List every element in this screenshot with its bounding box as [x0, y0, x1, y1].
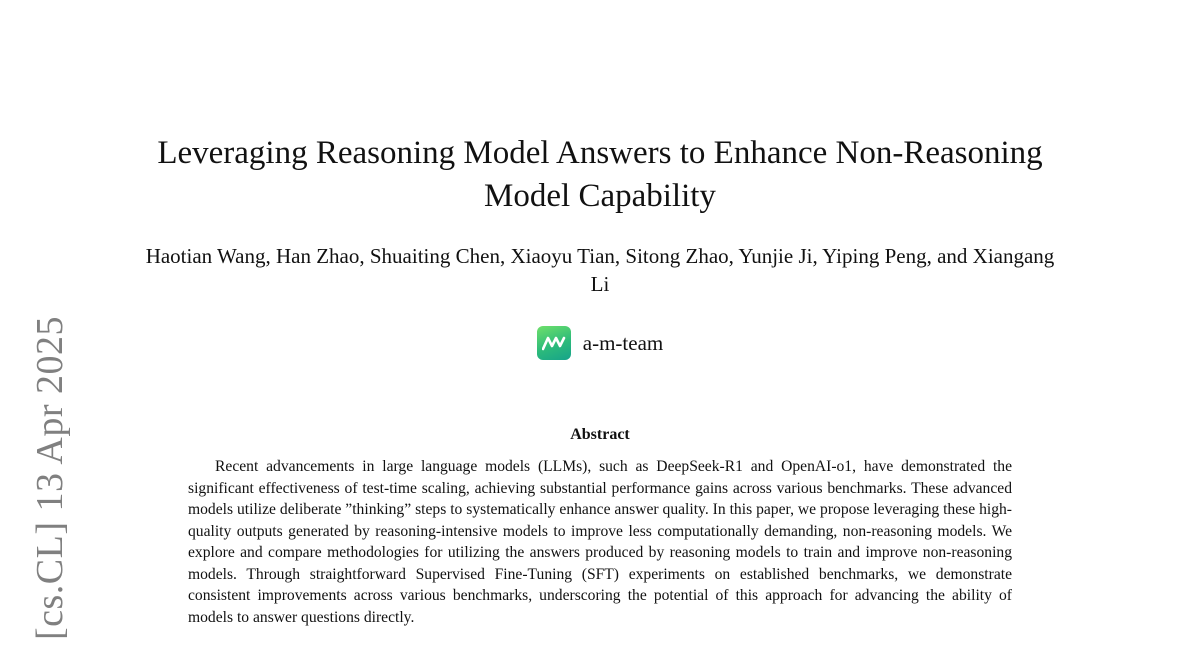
- abstract-heading: Abstract: [570, 426, 630, 443]
- paper-title: Leveraging Reasoning Model Answers to Enhance Non-Reasoning Model Capability: [157, 135, 1043, 214]
- affiliation-name: a-m-team: [582, 330, 664, 355]
- arxiv-identifier-stamp: [cs.CL] 13 Apr 2025: [29, 315, 71, 641]
- author-list: Haotian Wang, Han Zhao, Shuaiting Chen, Xiaoyu Tian, Sitong Zhao, Yunjie Ji, Yiping Peng, and Xiangang Li: [145, 244, 1055, 296]
- a-m-team-logo-icon: [537, 326, 571, 360]
- affiliation: [0, 326, 1200, 360]
- abstract-text: Recent advancements in large language models (LLMs), such as DeepSeek-R1 and OpenAI-o1, have demonstrated the significant effectiveness of test-time scaling, achieving substantial performance gains across various benchmarks. These advanced models utilize deliberate ”thinking” steps to systematically enhance answer quality. In this paper, we propose leveraging these high-quality outputs generated by reasoning-intensive models to improve less computationally demanding, non-reasoning models. We explore and compare methodologies for utilizing the answers produced by reasoning models to train and improve non-reasoning models. Through straightforward Supervised Fine-Tuning (SFT) experiments on established benchmarks, we demonstrate consistent improvements across various benchmarks, underscoring the potential of this approach for advancing the ability of models to answer questions directly.: [188, 458, 1012, 626]
